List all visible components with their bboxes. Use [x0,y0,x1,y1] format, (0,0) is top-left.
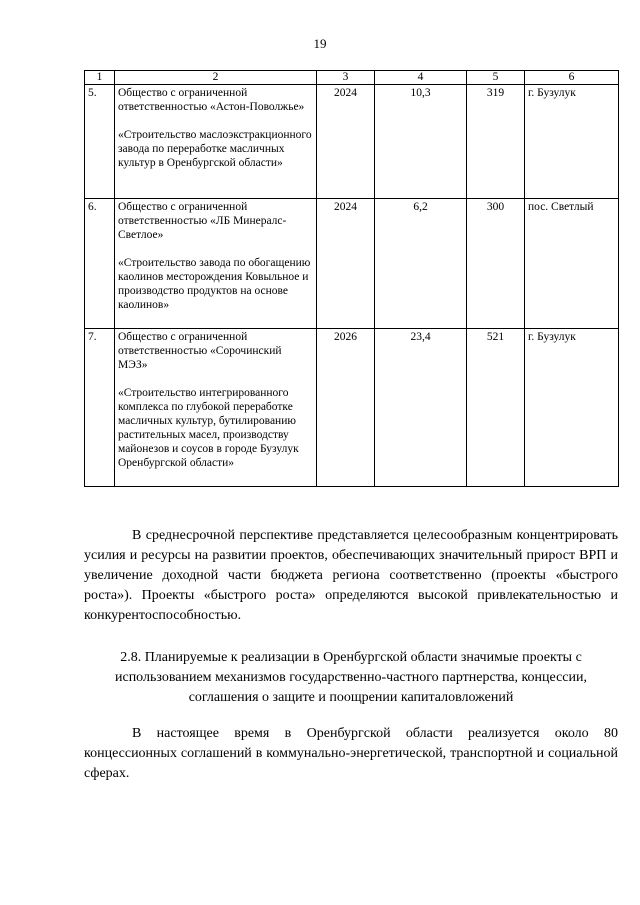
row-number: 6. [85,199,115,329]
table-row [85,199,619,329]
projects-table [84,70,619,487]
row-number: 5. [85,85,115,199]
investment-cell: 10,3 [375,85,467,199]
location-cell: пос. Светлый [525,199,619,329]
header-cell: 3 [317,71,375,85]
project-name: «Строительство интегрированного комплекса по глубокой переработке масличных культур, бутилированию растительных масел, производству майонезов и соусов в городе Бузулук Оренбургской области» [118,387,299,469]
project-description [115,329,317,487]
year-cell: 2024 [317,199,375,329]
investment-cell: 23,4 [375,329,467,487]
header-cell: 6 [525,71,619,85]
investment-cell: 6,2 [375,199,467,329]
header-cell: 2 [115,71,317,85]
project-name: «Строительство маслоэкстракционного завода по переработке масличных культур в Оренбургской области» [118,129,312,169]
location-cell: г. Бузулук [525,329,619,487]
organization-name: Общество с ограниченной ответственностью «ЛБ Минералс-Светлое» [118,201,287,241]
project-name: «Строительство завода по обогащению каолинов месторождения Ковыльное и производство продуктов на основе каолинов» [118,257,311,311]
location-cell: г. Бузулук [525,85,619,199]
page-number: 19 [313,36,327,51]
table-header-row [85,71,619,85]
paragraph-fast-growth: В среднесрочной перспективе представляется целесообразным концентрировать усилия и ресурсы на развитии проектов, обеспечивающих значительный прирост ВРП и увеличение доходной части бюджета региона соответственно (проекты «быстрого роста»). Проекты «быстрого роста» определяются высокой привлекательностью и конкурентоспособностью. [84,528,618,623]
organization-name: Общество с ограниченной ответственностью «Сорочинский МЭЗ» [118,331,282,371]
project-description [115,199,317,329]
row-number: 7. [85,329,115,487]
header-cell: 5 [467,71,525,85]
organization-name: Общество с ограниченной ответственностью «Астон-Поволжье» [118,87,305,113]
jobs-cell: 300 [467,199,525,329]
header-cell: 4 [375,71,467,85]
section-heading: 2.8. Планируемые к реализации в Оренбургской области значимые проекты с использованием механизмов государственно-частного партнерства, концессии, соглашения о защите и поощрении капиталовложений [114,650,588,705]
year-cell: 2026 [317,329,375,487]
jobs-cell: 319 [467,85,525,199]
header-cell: 1 [85,71,115,85]
jobs-cell: 521 [467,329,525,487]
project-description [115,85,317,199]
table-row [85,85,619,199]
year-cell: 2024 [317,85,375,199]
paragraph-concessions: В настоящее время в Оренбургской области реализуется около 80 концессионных соглашений в коммунально-энергетической, транспортной и социальной сферах. [84,726,618,781]
table-row [85,329,619,487]
